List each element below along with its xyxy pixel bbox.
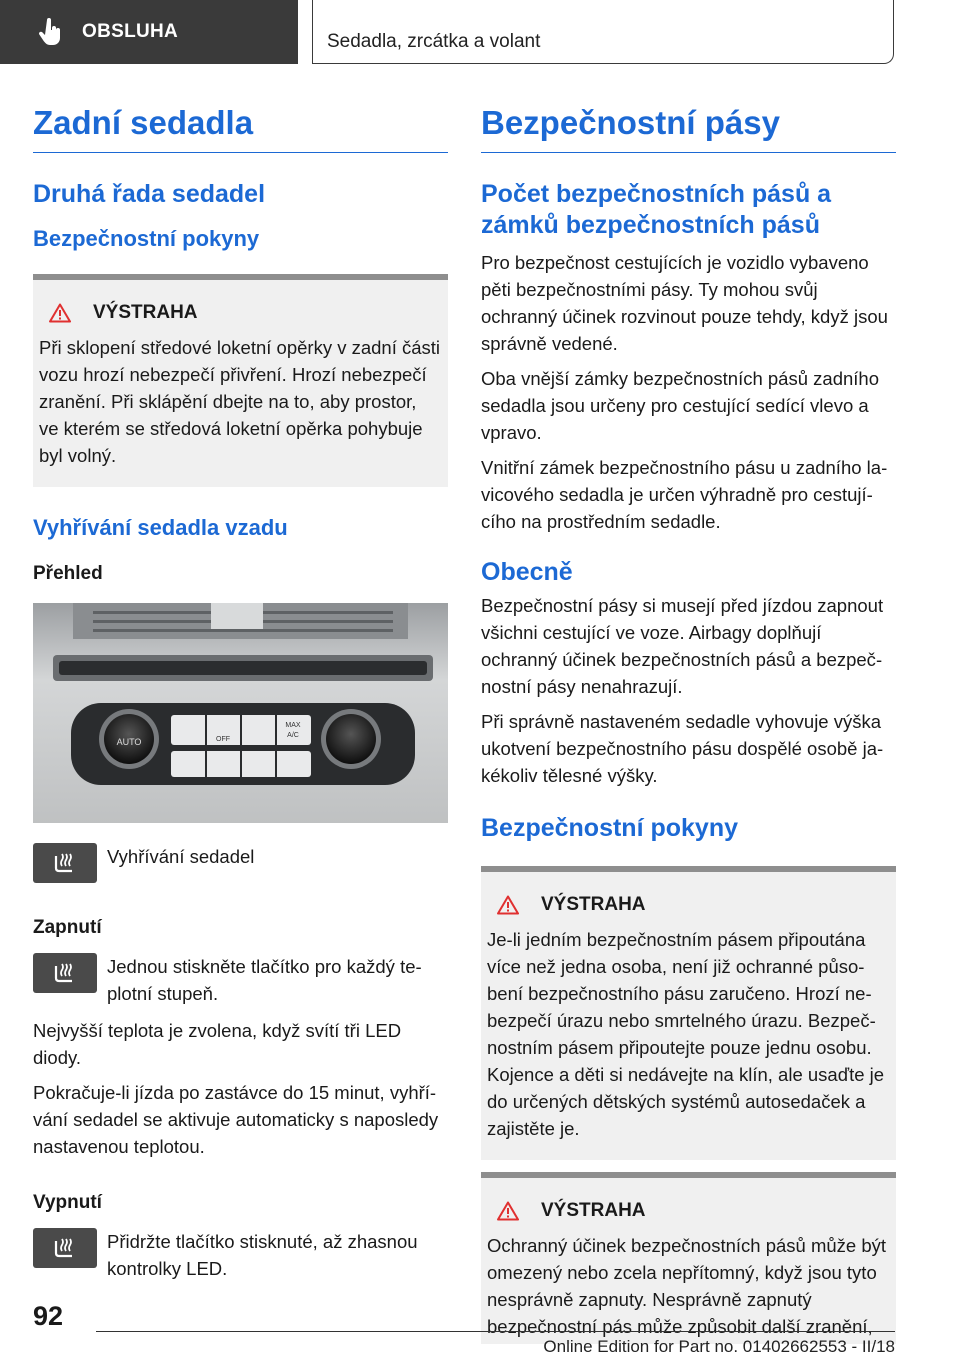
warning-box: [481, 866, 896, 1160]
auto-label: AUTO: [116, 737, 142, 747]
chapter-title: Sedadla, zrcátka a volant: [327, 31, 541, 52]
warning-triangle-icon: [49, 303, 71, 323]
switch-off-text: Přidržte tlačítko stisknuté, až zhasnou kontrolky LED.: [107, 1231, 418, 1279]
edition-note: Online Edition for Part no. 01402662553 - II/18: [543, 1337, 895, 1356]
section-title: OBSLUHA: [82, 21, 179, 42]
heading-rear-seat-heating: Vyhřívání sedadla vzadu: [33, 515, 288, 540]
warning-box: [33, 274, 448, 487]
switch-on-text: Jednou stiskněte tlačítko pro každý teplotní stupeň.: [107, 956, 422, 1004]
auto-resume-text: Pokračuje-li jízda po zastávce do 15 minut, vyhřívání sedadel se aktivuje automaticky s naposledy nastavenou teplotou.: [33, 1082, 439, 1157]
ac-label: A/C: [287, 732, 299, 739]
right-column: [481, 96, 896, 1344]
seat-heating-label: Vyhřívání sedadel: [107, 846, 255, 867]
warning-text: Při sklopení středové loketní opěrky v zadní části vozu hrozí nebezpečí přivření. Hrozí nebezpečí zranění. Při sklápění dbejte na to, aby prostor, ve kterém se středová loketní opěrka pohybuje byl volný.: [39, 337, 441, 466]
warning-triangle-icon: [497, 895, 519, 915]
warning-text: Je-li jedním bezpečnostním pásem připoutána více než jedna osoba, není již ochranné působení bezpečnostního pásu zaručeno. Hrozí nebezpečí úrazu nebo smrtelného úrazu. Bezpečnostním pásem připoutejte pouze jednu osobu. Kojence a děti si nedávejte na klín, ale usaďte je do určených dětských systémů autosedaček a zajistěte je.: [487, 929, 885, 1139]
off-label: OFF: [216, 736, 230, 743]
warning-title: VÝSTRAHA: [541, 1200, 646, 1221]
seat-heating-icon: [52, 960, 78, 986]
heading-rear-seats: Zadní sedadla: [33, 104, 254, 141]
warning-triangle-icon: [497, 1201, 519, 1221]
heading-belt-count: Počet bezpečnostních pásů a zámků bezpečnostních pásů: [481, 180, 832, 239]
warning-title: VÝSTRAHA: [541, 894, 646, 915]
switch-off-item: [33, 1228, 448, 1282]
warning-text: Ochranný účinek bezpečnostních pásů může být omezený nebo zcela nepřítomný, když jsou tyto nesprávně zapnuty. Nesprávně zapnutý bezpečnostní pás může způsobit další zranění,: [487, 1235, 887, 1337]
heading-safety-notes: Bezpečnostní pokyny: [33, 226, 260, 251]
inner-buckle-text: Vnitřní zámek bezpečnostního pásu u zadního lavicového sedadla je určen výhradně pro cestujícího na prostředním sedadle.: [481, 457, 888, 532]
climate-panel-illustration: [33, 603, 448, 823]
hand-pointer-icon: [38, 18, 64, 46]
seat-heating-icon: [52, 850, 78, 876]
heading-seat-belts: Bezpečnostní pásy: [481, 104, 780, 141]
warning-box: [481, 1172, 896, 1344]
belt-count-text: Pro bezpečnost cestujících je vozidlo vybaveno pěti bezpečnostními pásy. Ty mohou svůj ochranný účinek rozvinout pouze tehdy, když jsou správně vedené.: [481, 252, 888, 354]
seat-heating-button: [33, 1228, 97, 1268]
left-column: [33, 96, 448, 1282]
seat-heating-item: [33, 843, 448, 883]
heading-overview: Přehled: [33, 563, 103, 584]
general-text: Bezpečnostní pásy si musejí před jízdou zapnout všichni cestující ve voze. Airbagy doplňují ochranný účinek bezpečnostních pásů a bezpečnostní pásy nenahrazují.: [481, 595, 884, 697]
switch-on-item: [33, 953, 448, 1007]
max-temp-text: Nejvyšší teplota je zvolena, když svítí tři LED diody.: [33, 1020, 402, 1068]
heading-switch-off: Vypnutí: [33, 1192, 102, 1213]
anchor-height-text: Při správně nastaveném sedadle vyhovuje výška ukotvení bezpečnostního pásu dospělé osobě jakékoliv tělesné výšky.: [481, 711, 884, 786]
section-tab: [0, 0, 298, 64]
max-label: MAX: [285, 722, 301, 729]
chapter-tab: [312, 0, 894, 64]
climate-control-photo: [33, 603, 448, 823]
heading-general: Obecně: [481, 558, 573, 586]
heading-rule: [33, 152, 448, 153]
warning-title: VÝSTRAHA: [93, 302, 198, 323]
heading-rule: [481, 152, 896, 153]
seat-heating-button: [33, 953, 97, 993]
seat-heating-button: [33, 843, 97, 883]
footer-rule: [96, 1331, 895, 1332]
heading-switch-on: Zapnutí: [33, 917, 102, 938]
outer-buckles-text: Oba vnější zámky bezpečnostních pásů zadního sedadla jsou určeny pro cestující sedící vlevo a vpravo.: [481, 368, 879, 443]
heading-safety-notes: Bezpečnostní pokyny: [481, 814, 738, 842]
page-number: 92: [33, 1301, 64, 1331]
seat-heating-icon: [52, 1235, 78, 1261]
heading-second-row: Druhá řada sedadel: [33, 180, 266, 208]
